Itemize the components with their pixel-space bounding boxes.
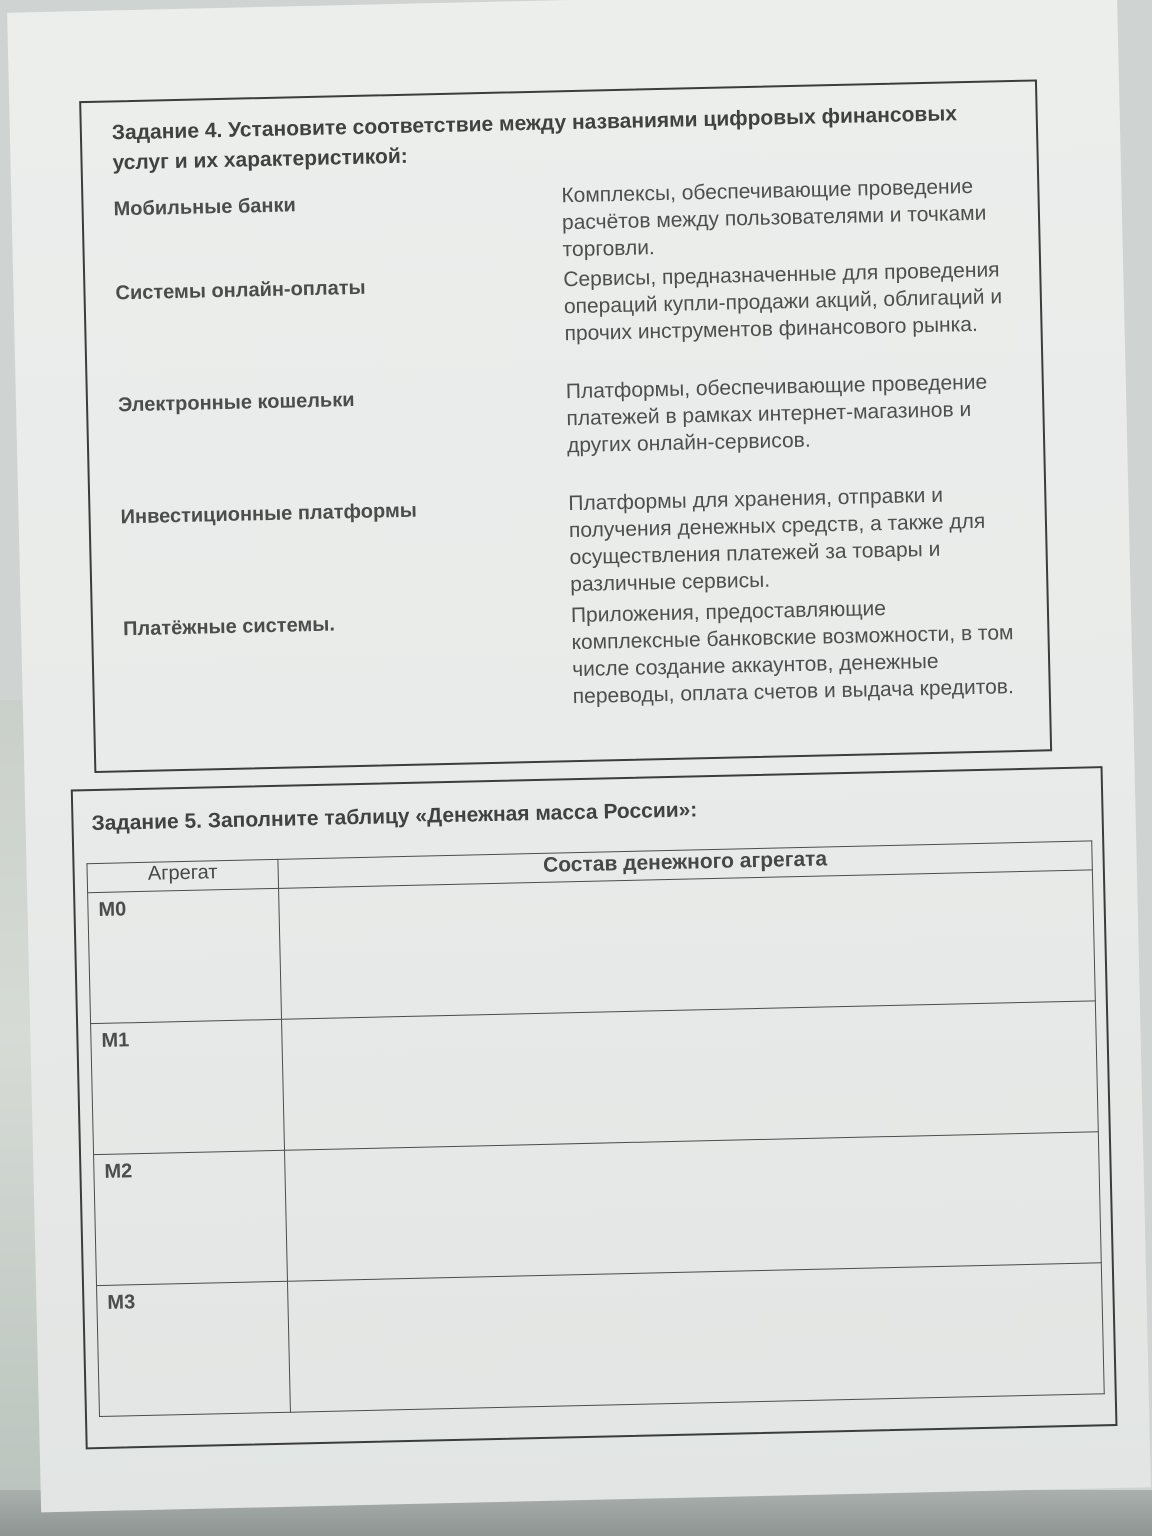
table-row: [88, 870, 1096, 1024]
service-description: Платформы, обеспечивающие проведение платежей в рамках интернет-магазинов и других онлайн-сервисов.: [565, 370, 988, 458]
money-supply-table: [86, 840, 1104, 1417]
matching-list: [113, 172, 1021, 752]
task-5-title: Задание 5. Заполните таблицу «Денежная масса России»:: [91, 798, 698, 836]
service-name: Платёжные системы.: [122, 613, 336, 641]
matching-row: [123, 592, 1022, 752]
composition-cell[interactable]: [287, 1263, 1104, 1412]
service-description: Платформы для хранения, отправки и получения денежных средств, а также для осуществления платежей за товары и различные сервисы.: [568, 483, 986, 597]
service-description: Сервисы, предназначенные для проведения операций купли-продажи акций, облигаций и прочих инструментов финансового рынка.: [563, 258, 1003, 346]
aggregate-cell: М2: [94, 1150, 288, 1285]
service-description: Приложения, предоставляющие комплексные банковские возможности, в том числе создание аккаунтов, денежные переводы, оплата счетов и выдача кредитов.: [570, 597, 1015, 709]
task-5-box: [71, 766, 1118, 1449]
task-4-title: Задание 4. Установите соответствие между названиями цифровых финансовых услуг и их характеристикой:: [111, 102, 958, 175]
aggregate-cell: М0: [88, 888, 282, 1023]
composition-cell[interactable]: [285, 1132, 1102, 1281]
matching-row: [120, 480, 1018, 612]
table-row: [91, 1001, 1099, 1155]
table-row: [97, 1263, 1105, 1417]
aggregate-column-header: Агрегат: [87, 859, 279, 892]
matching-row: [115, 256, 1013, 388]
service-name: Мобильные банки: [113, 194, 297, 221]
aggregate-cell: М3: [97, 1281, 291, 1416]
service-name: Электронные кошельки: [117, 389, 355, 417]
service-name: Системы онлайн-оплаты: [115, 276, 366, 305]
service-description: Комплексы, обеспечивающие проведение расчётов между пользователями и точками торговли.: [561, 174, 987, 262]
matching-row: [118, 368, 1016, 500]
table-row: [94, 1132, 1102, 1286]
worksheet-page: [7, 0, 1151, 1512]
task-4-box: [79, 79, 1052, 773]
composition-cell[interactable]: [279, 870, 1096, 1019]
service-name: Инвестиционные платформы: [120, 499, 418, 529]
composition-column-header: Состав денежного агрегата: [278, 841, 1092, 888]
composition-cell[interactable]: [282, 1001, 1099, 1150]
aggregate-cell: М1: [91, 1019, 285, 1154]
